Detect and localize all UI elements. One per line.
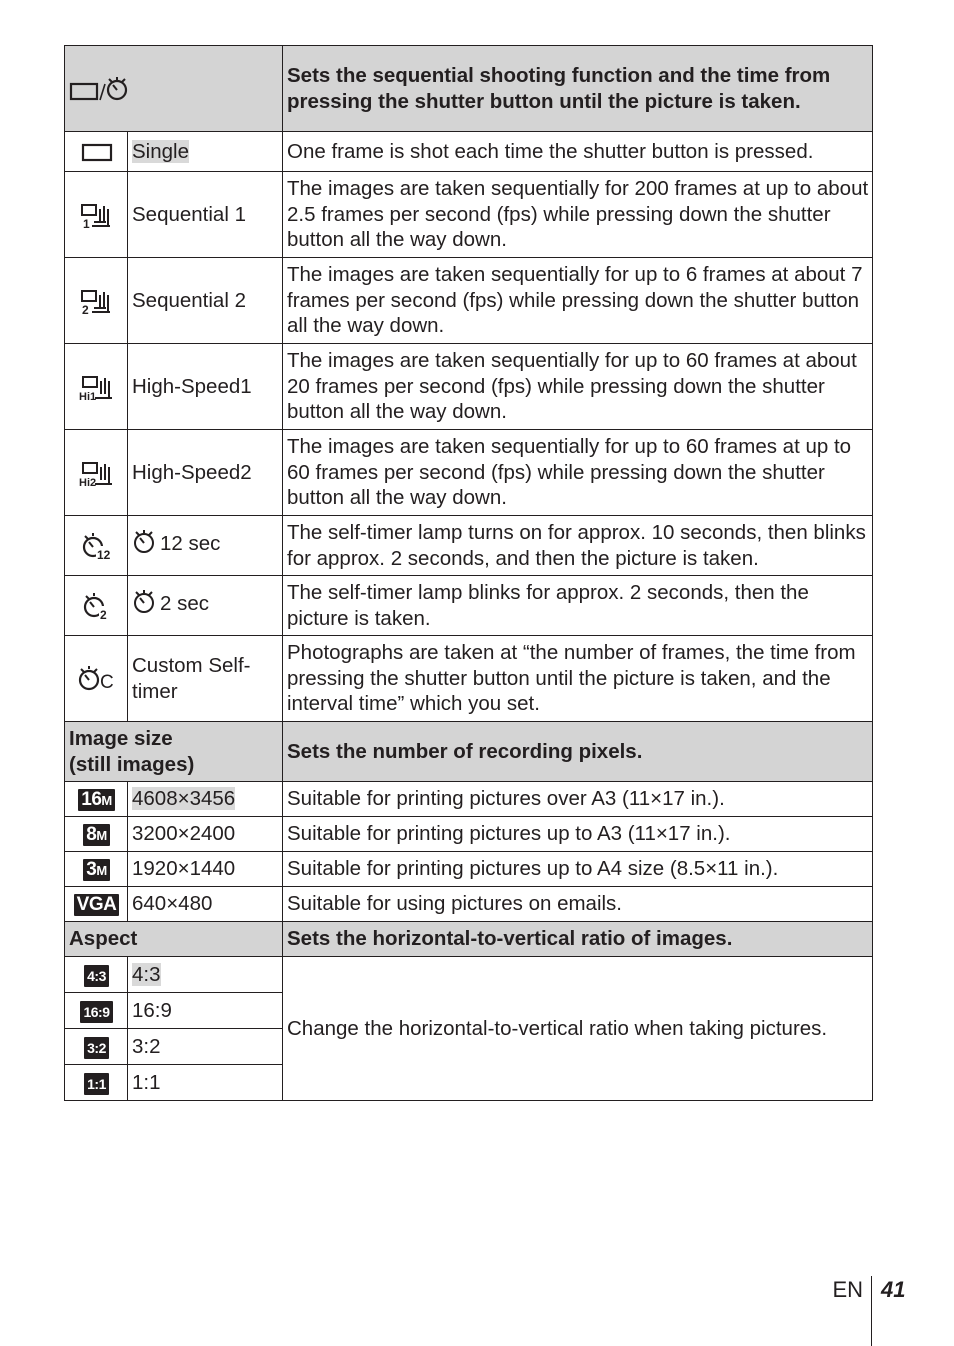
option-highspeed2[interactable]: High-Speed2 <box>128 430 283 516</box>
footer-language: EN <box>832 1277 863 1302</box>
drive-section-header <box>65 46 873 132</box>
table-row <box>65 817 873 852</box>
option-aspect-3-2[interactable]: 3:2 <box>128 1029 283 1065</box>
option-aspect-4-3[interactable] <box>128 957 283 993</box>
image-size-3m-icon: 3M <box>83 859 109 881</box>
option-custom-selftimer[interactable]: Custom Self-timer <box>128 636 283 722</box>
option-sequential2[interactable]: Sequential 2 <box>128 258 283 344</box>
image-size-vga-icon: VGA <box>74 894 120 916</box>
option-label: 4:3 <box>132 962 161 986</box>
table-row <box>65 782 873 817</box>
timer-icon <box>132 530 156 561</box>
option-description: Suitable for printing pictures up to A3 (11×17 in.). <box>283 817 873 852</box>
table-row <box>65 258 873 344</box>
option-timer-2sec[interactable] <box>128 576 283 636</box>
image-size-8m-icon: 8M <box>83 824 109 846</box>
option-description: Suitable for using pictures on emails. <box>283 887 873 922</box>
image-size-section-label <box>65 722 283 782</box>
drive-section-icon-cell <box>65 46 283 132</box>
option-description: The images are taken sequentially for up to 60 frames at about 20 frames per second (fps) while pressing down the shutter button all the way down. <box>283 344 873 430</box>
table-row <box>65 576 873 636</box>
svg-text:Hi2: Hi2 <box>78 476 96 487</box>
table-row <box>65 516 873 576</box>
svg-text:2: 2 <box>81 302 89 315</box>
option-3m[interactable]: 1920×1440 <box>128 852 283 887</box>
option-description: Photographs are taken at “the number of frames, the time from pressing the shutter button until the picture is taken, and the interval time” which you set. <box>283 636 873 722</box>
footer-divider <box>871 1276 872 1346</box>
option-timer-12sec[interactable] <box>128 516 283 576</box>
aspect-3-2-icon: 3:2 <box>84 1037 109 1059</box>
aspect-section-label: Aspect <box>65 922 283 957</box>
table-row <box>65 344 873 430</box>
image-size-section-header <box>65 722 873 782</box>
aspect-section-description: Sets the horizontal-to-vertical ratio of images. <box>283 922 873 957</box>
svg-text:C: C <box>99 671 114 693</box>
svg-text:2: 2 <box>99 607 107 620</box>
page-number: 41 <box>881 1277 906 1302</box>
custom-selftimer-icon <box>77 665 117 693</box>
highspeed2-icon <box>79 459 115 487</box>
drive-section-description: Sets the sequential shooting function and the time from pressing the shutter button until the picture is taken. <box>283 46 873 132</box>
option-aspect-1-1[interactable]: 1:1 <box>128 1065 283 1101</box>
option-description: Suitable for printing pictures up to A4 size (8.5×11 in.). <box>283 852 873 887</box>
option-aspect-16-9[interactable]: 16:9 <box>128 993 283 1029</box>
drive-selftimer-icon <box>69 76 133 102</box>
table-row <box>65 636 873 722</box>
aspect-section-header <box>65 922 873 957</box>
selftimer12-icon <box>81 532 113 560</box>
image-size-16m-icon: 16M <box>78 789 114 811</box>
sequential1-icon <box>80 201 114 229</box>
option-description: The self-timer lamp blinks for approx. 2 seconds, then the picture is taken. <box>283 576 873 636</box>
option-description: The images are taken sequentially for up to 60 frames at up to 60 frames per second (fps) while pressing down the shutter button all the way down. <box>283 430 873 516</box>
table-row <box>65 430 873 516</box>
table-row <box>65 957 873 993</box>
option-label: 4608×3456 <box>132 787 236 811</box>
svg-text:Hi1: Hi1 <box>78 390 96 401</box>
table-row <box>65 852 873 887</box>
table-row <box>65 887 873 922</box>
timer-icon <box>132 590 156 621</box>
option-description: The self-timer lamp turns on for approx. 10 seconds, then blinks for approx. 2 seconds, and then the picture is taken. <box>283 516 873 576</box>
table-row <box>65 132 873 172</box>
selftimer2-icon <box>82 592 112 620</box>
option-8m[interactable]: 3200×2400 <box>128 817 283 852</box>
option-label: 12 sec <box>160 532 221 556</box>
svg-text:12: 12 <box>96 547 110 560</box>
option-highspeed1[interactable]: High-Speed1 <box>128 344 283 430</box>
image-size-section-description: Sets the number of recording pixels. <box>283 722 873 782</box>
sequential2-icon <box>80 287 114 315</box>
option-label: Single <box>132 139 189 163</box>
highspeed1-icon <box>79 373 115 401</box>
option-description: One frame is shot each time the shutter button is pressed. <box>283 132 873 172</box>
aspect-description: Change the horizontal-to-vertical ratio when taking pictures. <box>283 957 873 1101</box>
settings-table <box>64 45 873 1101</box>
option-16m[interactable] <box>128 782 283 817</box>
section-label-line2: (still images) <box>69 752 195 776</box>
option-vga[interactable]: 640×480 <box>128 887 283 922</box>
aspect-4-3-icon: 4:3 <box>84 965 109 987</box>
single-frame-icon <box>81 142 113 162</box>
svg-text:1: 1 <box>82 216 90 229</box>
option-description: Suitable for printing pictures over A3 (11×17 in.). <box>283 782 873 817</box>
option-description: The images are taken sequentially for up to 6 frames at about 7 frames per second (fps) while pressing down the shutter button all the way down. <box>283 258 873 344</box>
option-single[interactable] <box>128 132 283 172</box>
option-sequential1[interactable]: Sequential 1 <box>128 172 283 258</box>
option-label: 2 sec <box>160 592 209 616</box>
aspect-1-1-icon: 1:1 <box>84 1073 109 1095</box>
option-description: The images are taken sequentially for 200 frames at up to about 2.5 frames per second (fps) while pressing down the shutter button all the way down. <box>283 172 873 258</box>
section-label-line1: Image size <box>69 727 173 750</box>
aspect-16-9-icon: 16:9 <box>80 1001 112 1023</box>
table-row <box>65 172 873 258</box>
